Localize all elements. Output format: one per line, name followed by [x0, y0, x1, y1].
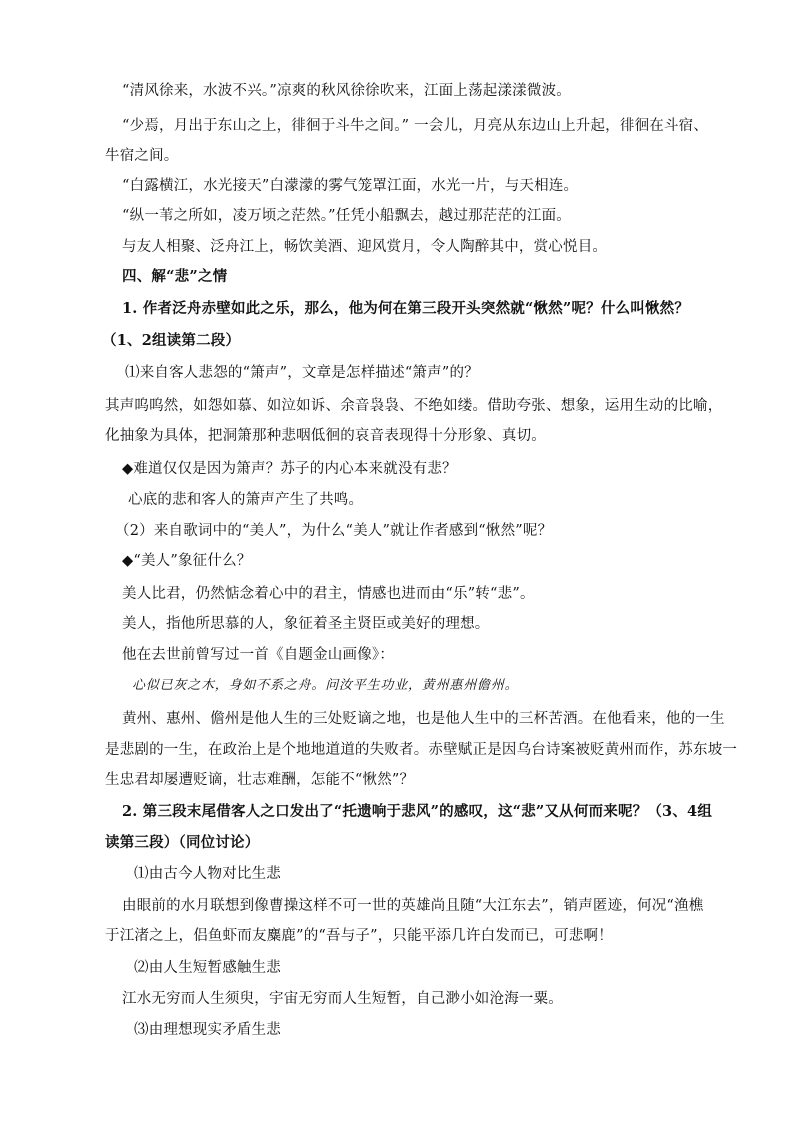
bullet-question: ◆难道仅仅是因为箫声？苏子的内心本来就没有悲？ [122, 461, 457, 477]
sub-question: ⑵由人生短暂感触生悲 [134, 960, 281, 976]
paragraph-line: “纵一苇之所如，凌万顷之茫然。”任凭小船飘去，越过那茫茫的江面。 [122, 208, 571, 224]
question-heading: 1. 作者泛舟赤壁如此之乐，那么，他为何在第三段开头突然就“愀然”呢？什么叫愀然？ [122, 300, 690, 317]
question-heading: 2. 第三段末尾借客人之口发出了“托遗响于悲风”的感叹，这“悲”又从何而来呢？（3、4组 [122, 803, 713, 820]
poem-quote: 心似已灰之木，身如不系之舟。问汝平生功业，黄州惠州儋州。 [132, 678, 519, 693]
sub-question: ⑴由古今人物对比生悲 [134, 866, 281, 882]
sub-question: （2）来自歌词中的“美人”，为什么“美人”就让作者感到“愀然”呢？ [115, 523, 553, 539]
paragraph-line: 他在去世前曾写过一首《自题金山画像》： [122, 647, 395, 663]
paragraph-line: 化抽象为具体，把洞箫那种悲咽低徊的哀音表现得十分形象、真切。 [105, 428, 546, 444]
paragraph-line: 其声呜呜然，如怨如慕、如泣如诉、余音袅袅、不绝如缕。借助夸张、想象，运用生动的比喻， [105, 398, 723, 414]
paragraph-line: 美人，指他所思慕的人，象征着圣主贤臣或美好的理想。 [122, 616, 490, 632]
bullet-question: ◆“美人”象征什么？ [122, 553, 252, 569]
paragraph-line: 黄州、惠州、儋州是他人生的三处贬谪之地，也是他人生中的三杯苦酒。在他看来，他的一生 [122, 711, 725, 727]
sub-question: ⑶由理想现实矛盾生悲 [134, 1022, 281, 1038]
sub-question: ⑴来自客人悲怨的“箫声”，文章是怎样描述“箫声”的？ [125, 365, 479, 381]
paragraph-line: “白露横江，水光接天”白濛濛的雾气笼罩江面，水光一片，与天相连。 [122, 178, 579, 194]
group-note: （1、2组读第二段） [102, 332, 241, 349]
paragraph-line: 是悲剧的一生，在政治上是个地地道道的失败者。赤壁赋正是因乌台诗案被贬黄州而作，苏东坡一 [105, 742, 738, 758]
paragraph-line: 牛宿之间。 [105, 148, 179, 164]
paragraph-line: 美人比君，仍然惦念着心中的君主，情感也进而由“乐”转“悲”。 [122, 586, 535, 602]
section-heading: 四、解“悲”之情 [122, 268, 228, 285]
paragraph-line: “清风徐来，水波不兴。”凉爽的秋风徐徐吹来，江面上荡起漾漾微波。 [122, 83, 571, 99]
paragraph-line: 心底的悲和客人的箫声产生了共鸣。 [128, 492, 364, 508]
paragraph-line: 于江渚之上，侣鱼虾而友麋鹿”的“吾与子”，只能平添几许白发而已，可悲啊！ [105, 928, 613, 944]
paragraph-line: “少焉，月出于东山之上，徘徊于斗牛之间。” 一会儿，月亮从东边山上升起，徘徊在斗宿、 [122, 118, 709, 134]
paragraph-line: 由眼前的水月联想到像曹操这样不可一世的英雄尚且随“大江东去”，销声匿迹，何况“渔樵 [122, 898, 704, 914]
group-note: 读第三段）（同位讨论） [105, 834, 260, 851]
paragraph-line: 江水无穷而人生须臾，宇宙无穷而人生短暂，自己渺小如沧海一粟。 [122, 991, 563, 1007]
paragraph-line: 与友人相聚、泛舟江上，畅饮美酒、迎风赏月，令人陶醉其中，赏心悦目。 [122, 239, 608, 255]
paragraph-line: 生忠君却屡遭贬谪，壮志难酬，怎能不“愀然”？ [105, 772, 415, 788]
